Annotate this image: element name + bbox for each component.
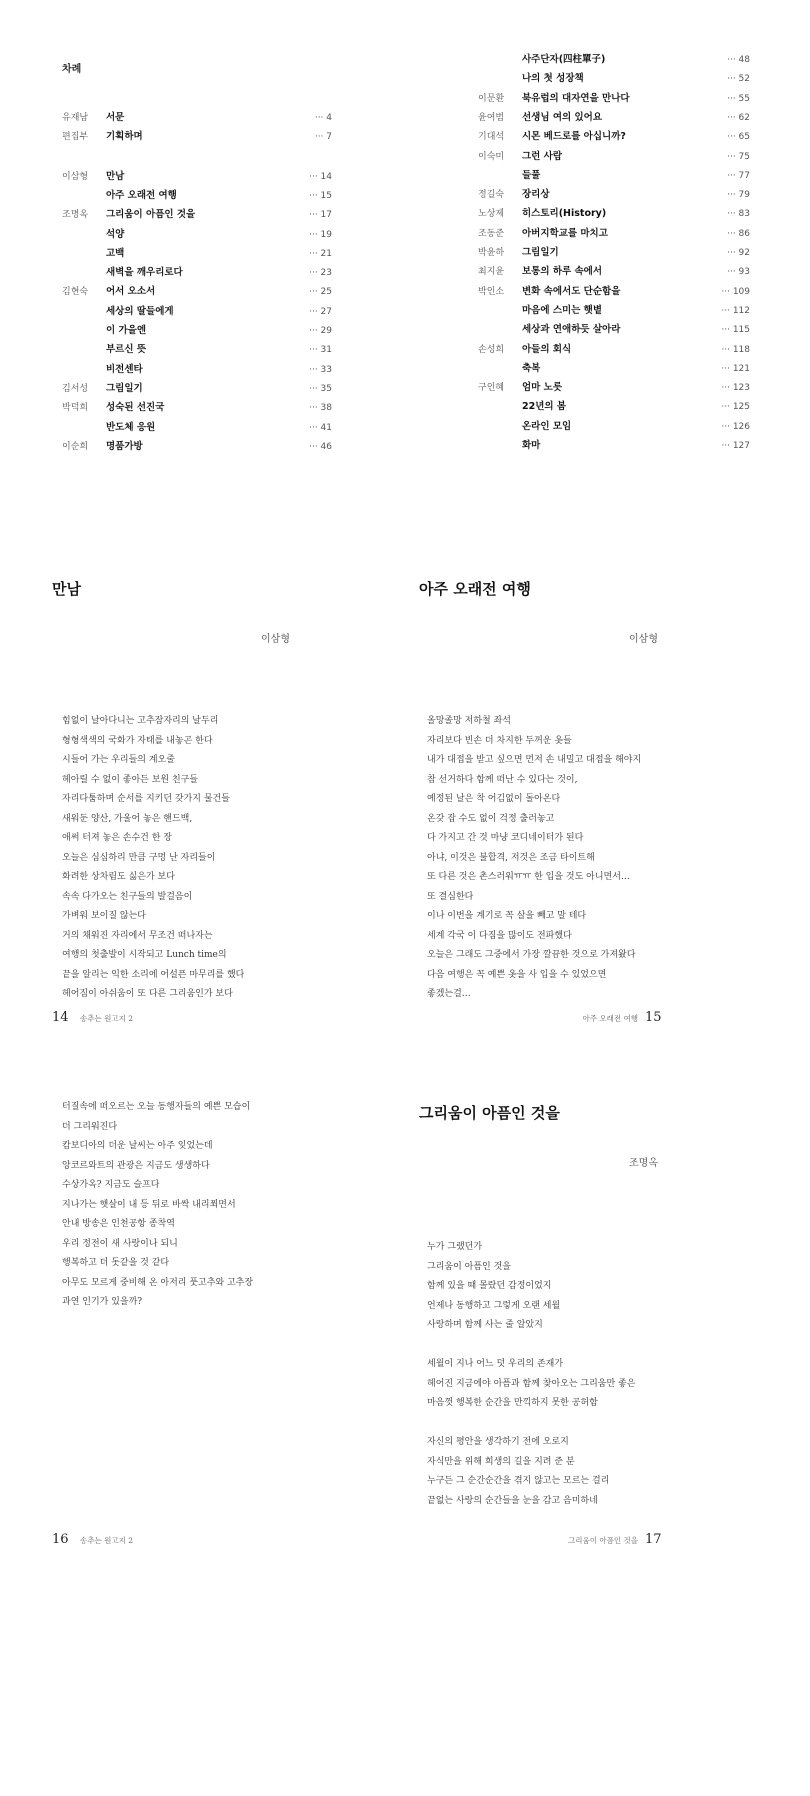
poem-line: 좋겠는걸… (427, 989, 471, 999)
poem-line: 함께 있을 때 몰랐던 감정이었지 (427, 1281, 552, 1291)
poem-line: 언제나 동행하고 그렇게 오랜 세월 (427, 1300, 561, 1311)
poem-line: 헤아릴 수 없이 좋아든 보원 친구들 (62, 774, 199, 785)
toc-page: ··· 93 (727, 267, 750, 278)
toc-entry (478, 438, 750, 454)
toc-title: 그리움이 아픔인 것을 (106, 209, 196, 221)
page-number: 16 (52, 1532, 69, 1547)
toc-title: 장리상 (522, 189, 550, 201)
toc-title: 시몬 베드로를 아십니까? (522, 131, 626, 143)
poem-line: 여행의 첫출발이 시작되고 Lunch time의 (62, 950, 227, 960)
toc-author: 편집부 (62, 132, 89, 143)
poem-line: 온갖 잡 수도 없이 걱정 출러놓고 (427, 813, 555, 824)
toc-title: 고백 (106, 247, 125, 259)
page-number: 15 (645, 1010, 662, 1025)
toc-page: ··· 23 (309, 268, 332, 279)
poem-line: 지나가는 햇살이 내 등 뒤로 바싹 내리쬐면서 (62, 1199, 236, 1210)
toc-page: ··· 15 (309, 190, 332, 201)
poem-line: 캄보디아의 더운 날씨는 아주 잊었는데 (62, 1141, 213, 1151)
author-name: 이삼형 (629, 634, 658, 645)
poem-line: 끝을 알리는 익한 소리에 어설픈 마무리를 했다 (62, 969, 245, 980)
poem-line: 다 가지고 간 것 마냥 코디네이터가 된다 (427, 833, 584, 843)
poem-line: 누구든 그 순간순간을 겪지 않고는 모르는 걸리 (427, 1476, 610, 1486)
toc-entry (62, 129, 332, 145)
toc-title: 이 가을엔 (106, 325, 147, 336)
author-name: 이삼형 (261, 634, 290, 645)
toc-author: 이숙미 (478, 151, 505, 162)
toc-title: 보통의 하루 속에서 (522, 266, 603, 278)
poem-line: 행복하고 더 돗같을 것 같다 (62, 1258, 170, 1268)
toc-page: ··· 21 (309, 248, 332, 259)
toc-author: 정길숙 (478, 190, 505, 201)
running-head: 송추는 원고지 2 (80, 1536, 134, 1545)
toc-page: ··· 48 (727, 55, 750, 65)
poem-line: 누가 그랬던가 (427, 1242, 483, 1252)
toc-entry (62, 227, 332, 243)
poem-line: 터질속에 떠오르는 오늘 동행자들의 예쁜 모습이 (62, 1102, 251, 1112)
toc-page: ··· 77 (727, 170, 750, 181)
poem-body (62, 712, 244, 1005)
toc-entry (478, 361, 750, 377)
toc-title: 변화 속에서도 단순함을 (522, 285, 621, 297)
poem-body (62, 1098, 253, 1313)
poem-line: 내가 대접을 받고 싶으면 먼저 손 내밀고 대접을 해야지 (427, 755, 642, 765)
toc-author: 조동준 (478, 228, 505, 239)
toc-title: 히스토리(History) (522, 208, 607, 220)
toc-page: ··· 86 (727, 228, 750, 239)
poem-line: 이나 이번을 계기로 꼭 살을 빼고 말 테다 (427, 911, 587, 921)
toc-page: ··· 83 (727, 209, 750, 220)
toc-page: ··· 38 (309, 403, 332, 414)
poem-line: 세계 각국 이 다짐을 많이도 전파했다 (427, 930, 572, 941)
toc-title: 서문 (106, 112, 125, 123)
poem-line (427, 1336, 635, 1356)
poem-line: 오늘은 심심하리 만큼 구멍 난 자리들이 (62, 852, 216, 863)
toc-page: ··· 121 (721, 363, 750, 374)
toc-title: 반도체 응원 (106, 421, 156, 433)
toc-title: 엄마 노릇 (522, 382, 563, 394)
page-title: 아주 오래전 여행 (419, 580, 531, 598)
toc-entry (478, 284, 750, 300)
toc-title: 축복 (522, 362, 541, 374)
toc-page: ··· 109 (721, 286, 750, 297)
toc-page: ··· 65 (727, 132, 750, 143)
toc-title: 들풀 (522, 169, 541, 181)
toc-page: ··· 112 (721, 305, 750, 316)
poem-line: 가벼워 보이질 않는다 (62, 911, 146, 921)
toc-entry (478, 322, 750, 338)
toc-entry (62, 439, 332, 455)
page-number: 17 (645, 1532, 662, 1547)
toc-entry (478, 342, 750, 358)
toc-entry (478, 399, 750, 415)
toc-title: 온라인 모임 (522, 420, 572, 432)
poem-line: 참 선거하다 함께 떠난 수 있다는 것이, (427, 774, 578, 785)
toc-page: ··· 52 (727, 74, 750, 85)
running-head: 송추는 원고지 2 (80, 1014, 134, 1023)
toc-entry (62, 246, 332, 262)
toc-page: ··· 55 (727, 93, 750, 104)
toc-entry (62, 400, 332, 416)
toc-author: 이문환 (478, 93, 505, 104)
toc-page: ··· 115 (721, 325, 750, 336)
toc-entry (478, 52, 750, 68)
toc-author: 노상제 (478, 209, 505, 220)
poem-line: 자리다툼하며 순서를 지키던 갖가지 물건들 (62, 794, 230, 804)
poem-line: 세월이 지나 어느 덧 우리의 존재가 (427, 1359, 564, 1369)
toc-title: 비전센타 (106, 363, 143, 375)
poem-line: 아무도 모르게 중비해 온 아저리 풋고추와 고추장 (62, 1277, 254, 1288)
poem-line: 우리 정전이 새 사랑이나 되니 (62, 1238, 178, 1249)
toc-page: ··· 46 (309, 441, 332, 452)
toc-entry (478, 91, 750, 107)
toc-entry (478, 206, 750, 222)
page-number: 14 (52, 1010, 69, 1025)
toc-author: 구인혜 (478, 383, 505, 394)
toc-entry (62, 323, 332, 339)
toc-page: ··· 79 (727, 190, 750, 201)
toc-entry (62, 342, 332, 358)
toc-entry (62, 110, 332, 126)
poem-line: 안내 방송은 인천공항 종착역 (62, 1219, 175, 1229)
toc-title: 그림일기 (522, 247, 559, 258)
toc-title: 부르신 뜻 (106, 344, 147, 356)
toc-page: ··· 123 (721, 383, 750, 394)
poem-line (427, 1414, 635, 1434)
poem-line: 과연 인기가 있을까? (62, 1297, 143, 1307)
toc-author: 박인소 (478, 286, 505, 297)
toc-title: 그림일기 (106, 382, 143, 394)
toc-title: 어서 오소서 (106, 286, 156, 298)
toc-page: ··· 127 (721, 441, 750, 451)
page-title: 그리움이 아픔인 것을 (419, 1104, 560, 1122)
toc-title: 세상의 딸들에게 (106, 305, 174, 317)
author-name: 조명옥 (629, 1158, 658, 1169)
toc-author: 손성희 (478, 344, 505, 355)
poem-line: 힘없이 날아다니는 고추잠자리의 날두리 (62, 716, 219, 726)
poem-line: 올망졸망 저하철 좌석 (427, 716, 511, 726)
poem-line: 다음 여행은 꼭 예쁜 옷을 사 입을 수 있었으면 (427, 969, 607, 980)
toc-author: 윤여범 (478, 112, 505, 123)
toc-author: 박윤하 (478, 248, 505, 258)
poem-line: 새워둔 양산, 가울어 놓은 핸드백, (62, 813, 193, 824)
toc-entry (478, 168, 750, 184)
toc-author: 최지윤 (478, 267, 505, 278)
toc-entry (62, 207, 332, 223)
toc-page: ··· 14 (309, 171, 332, 182)
poem-line: 거의 채워진 자리에서 무조건 떠나자는 (62, 930, 213, 941)
toc-title: 22년의 봄 (522, 401, 567, 413)
poem-line: 아냐, 이것은 불합격, 저것은 조금 타이트해 (427, 852, 595, 863)
toc-page: ··· 29 (309, 326, 332, 336)
toc-entry (478, 110, 750, 126)
poem-line: 그리움이 아픔인 것을 (427, 1261, 511, 1272)
toc-title: 세상과 연애하듯 살아라 (522, 324, 621, 336)
toc-page: ··· 19 (309, 229, 332, 240)
toc-entry (478, 71, 750, 87)
toc-page: ··· 25 (309, 287, 332, 298)
toc-page: ··· 7 (314, 132, 332, 143)
toc-author: 기대석 (478, 132, 505, 143)
toc-title: 사주단자(四柱單子) (522, 54, 606, 65)
poem-line: 시들어 가는 우리들의 계오줄 (62, 755, 175, 765)
toc-page: ··· 125 (721, 402, 750, 413)
toc-entry (62, 304, 332, 320)
toc-entry (478, 419, 750, 435)
poem-line: 또 결심한다 (427, 891, 474, 902)
toc-page: ··· 118 (721, 344, 750, 355)
toc-title: 마음에 스미는 햇볕 (522, 304, 603, 316)
toc-entry (62, 381, 332, 397)
toc-entry (62, 265, 332, 281)
toc-page: ··· 33 (309, 364, 332, 375)
toc-title: 명품가방 (106, 440, 143, 452)
toc-entry (478, 149, 750, 165)
toc-title: 아들의 회식 (522, 343, 572, 355)
running-head: 그리움이 아픔인 것을 (568, 1536, 638, 1545)
toc-entry (478, 129, 750, 145)
toc-entry (478, 245, 750, 261)
toc-entry (62, 362, 332, 378)
poem-line: 애써 터져 놓은 손수건 한 장 (62, 833, 172, 843)
toc-page: ··· 41 (309, 422, 332, 433)
poem-line: 마음껏 행복한 순간을 만끽하지 못한 공허함 (427, 1398, 598, 1408)
toc-title: 그런 사람 (522, 150, 563, 162)
poem-line: 헤어짐이 아쉬움이 또 다른 그리움인가 보다 (62, 989, 233, 999)
toc-title: 북유럽의 대자연을 만나다 (522, 92, 630, 104)
toc-page: ··· 31 (309, 345, 332, 356)
poem-line: 더 그리워진다 (62, 1121, 118, 1132)
toc-page: ··· 35 (309, 383, 332, 394)
toc-author: 박덕희 (62, 403, 89, 414)
toc-page: ··· 75 (727, 151, 750, 162)
toc-title: 만남 (106, 170, 125, 182)
poem-line: 자리보다 빈손 더 차지한 두꺼운 옷들 (427, 735, 572, 746)
toc-title: 차례 (62, 64, 82, 75)
poem-line: 자식만을 위해 희생의 길을 지려 준 분 (427, 1456, 575, 1467)
toc-page: ··· 17 (309, 210, 332, 221)
poem-body (427, 712, 641, 1005)
toc-page: ··· 126 (721, 421, 750, 432)
toc-title: 석양 (106, 228, 125, 240)
toc-entry (62, 420, 332, 436)
toc-author: 이삼형 (62, 171, 89, 182)
toc-author: 김현숙 (62, 287, 89, 298)
poem-line: 형형색색의 국화가 자태를 내놓곤 한다 (62, 735, 213, 746)
toc-entry (62, 284, 332, 300)
poem-line: 자신의 평안을 생각하기 전에 오로지 (427, 1437, 569, 1447)
toc-title: 기획하며 (106, 131, 143, 143)
poem-line: 예정된 날은 착 어김없이 돌아온다 (427, 794, 561, 804)
poem-line: 오늘은 그래도 그중에서 가장 깔끔한 것으로 가져왔다 (427, 950, 636, 960)
poem-line: 끝없는 사랑의 순간들을 눈을 감고 음미하네 (427, 1495, 598, 1506)
toc-page: ··· 62 (727, 112, 750, 123)
toc-author: 이순희 (62, 441, 89, 452)
toc-author: 유재남 (62, 113, 89, 123)
poem-line: 앙코르와트의 관광은 지금도 생생하다 (62, 1160, 210, 1171)
poem-line: 화려한 상차림도 싫은가 보다 (62, 872, 175, 882)
poem-line: 또 다른 것은 촌스러워ㅠㅠ 한 입을 것도 아니면서… (427, 872, 630, 882)
toc-entry (478, 303, 750, 319)
running-head: 아주 오래전 여행 (582, 1014, 638, 1023)
poem-body (427, 1238, 635, 1511)
toc-title: 화마 (522, 440, 541, 451)
toc-entry (62, 169, 332, 185)
toc-entry (478, 226, 750, 242)
toc-entry (478, 264, 750, 280)
toc-page: ··· 27 (309, 306, 332, 317)
toc-entry (62, 188, 332, 204)
poem-line: 사랑하며 함께 사는 줄 알았지 (427, 1320, 543, 1330)
toc-author: 김서성 (62, 383, 89, 394)
toc-entry (478, 187, 750, 203)
toc-title: 나의 첫 성장책 (522, 73, 584, 85)
toc-title: 선생님 여의 있어요 (522, 111, 603, 123)
toc-title: 새벽을 깨우리로다 (106, 267, 183, 279)
poem-line: 수상가옥? 지금도 슬프다 (62, 1180, 160, 1190)
toc-title: 아버지학교를 마치고 (522, 227, 608, 239)
toc-page: ··· 92 (727, 248, 750, 258)
toc-title: 성숙된 선진국 (106, 402, 165, 414)
poem-line: 헤어진 지금에야 아픔과 함께 찾아오는 그리움만 좋은 (427, 1378, 636, 1389)
toc-page: ··· 4 (314, 113, 332, 123)
toc-entry (478, 380, 750, 396)
poem-line: 속속 다가오는 친구들의 발걸음이 (62, 891, 193, 902)
toc-title: 아주 오래전 여행 (106, 189, 177, 201)
toc-author: 조명옥 (62, 210, 89, 221)
page-title: 만남 (52, 580, 81, 598)
